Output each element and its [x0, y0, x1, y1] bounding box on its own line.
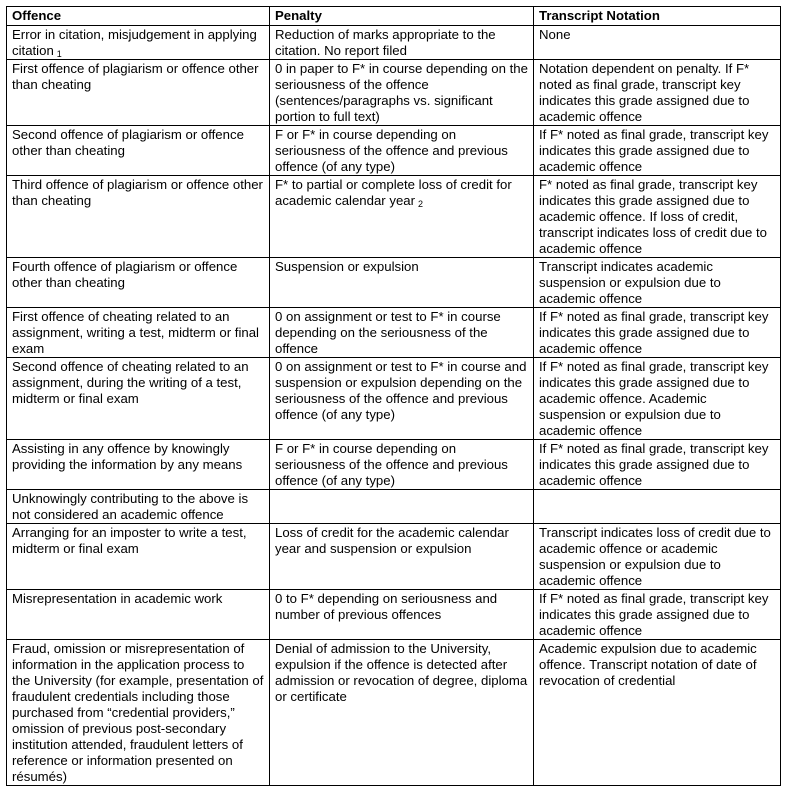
offence-text: Error in citation, misjudgement in applying citation	[12, 27, 257, 58]
table-row	[7, 358, 781, 440]
notation-cell: F* noted as final grade, transcript key indicates this grade assigned due to academic offence. If loss of credit, transcript indicates loss of credit due to academic offence	[534, 176, 781, 258]
table-row	[7, 176, 781, 258]
notation-cell: Transcript indicates academic suspension or expulsion due to academic offence	[534, 258, 781, 308]
penalty-cell: 0 on assignment or test to F* in course and suspension or expulsion depending on the seriousness of the offence and previous offence (of any type)	[270, 358, 534, 440]
notation-cell	[534, 490, 781, 524]
penalty-cell: 0 on assignment or test to F* in course depending on the seriousness of the offence	[270, 308, 534, 358]
offence-cell: Misrepresentation in academic work	[7, 590, 270, 640]
offence-cell: Second offence of plagiarism or offence other than cheating	[7, 126, 270, 176]
penalty-text: F* to partial or complete loss of credit for academic calendar year	[275, 177, 512, 208]
notation-cell: Transcript indicates loss of credit due to academic offence or academic suspension or expulsion due to academic offence	[534, 524, 781, 590]
table-row	[7, 308, 781, 358]
offence-cell: Fourth offence of plagiarism or offence other than cheating	[7, 258, 270, 308]
footnote-marker: 1	[56, 49, 62, 59]
penalty-cell	[270, 490, 534, 524]
table-row	[7, 60, 781, 126]
penalty-cell: F or F* in course depending on seriousness of the offence and previous offence (of any type)	[270, 440, 534, 490]
offence-cell: Third offence of plagiarism or offence other than cheating	[7, 176, 270, 258]
table-row	[7, 258, 781, 308]
penalty-cell: 0 to F* depending on seriousness and number of previous offences	[270, 590, 534, 640]
table-row	[7, 590, 781, 640]
notation-cell: If F* noted as final grade, transcript key indicates this grade assigned due to academic offence	[534, 308, 781, 358]
offence-cell: First offence of plagiarism or offence other than cheating	[7, 60, 270, 126]
footnote-marker: 2	[418, 199, 424, 209]
notation-cell: If F* noted as final grade, transcript key indicates this grade assigned due to academic offence	[534, 590, 781, 640]
offence-cell: First offence of cheating related to an assignment, writing a test, midterm or final exam	[7, 308, 270, 358]
header-row	[7, 7, 781, 26]
header-transcript-notation: Transcript Notation	[534, 7, 781, 26]
notation-cell: If F* noted as final grade, transcript key indicates this grade assigned due to academic offence	[534, 126, 781, 176]
notation-cell: If F* noted as final grade, transcript key indicates this grade assigned due to academic offence	[534, 440, 781, 490]
penalty-cell: Reduction of marks appropriate to the citation. No report filed	[270, 26, 534, 60]
notation-cell: Notation dependent on penalty. If F* noted as final grade, transcript key indicates this grade assigned due to academic offence	[534, 60, 781, 126]
table-row	[7, 26, 781, 60]
penalty-cell: Denial of admission to the University, expulsion if the offence is detected after admission or revocation of degree, diploma or certificate	[270, 640, 534, 786]
offence-cell: Unknowingly contributing to the above is not considered an academic offence	[7, 490, 270, 524]
table-row	[7, 126, 781, 176]
offence-cell	[7, 26, 270, 60]
table-row	[7, 440, 781, 490]
offence-cell: Fraud, omission or misrepresentation of information in the application process to the University (for example, presentation of fraudulent credentials including those purchased from “credential providers,” omission of previous post-secondary institution attended, fraudulent letters of reference or information presented on résumés)	[7, 640, 270, 786]
table-row	[7, 490, 781, 524]
header-penalty: Penalty	[270, 7, 534, 26]
penalty-cell: F or F* in course depending on seriousness of the offence and previous offence (of any type)	[270, 126, 534, 176]
penalty-cell	[270, 176, 534, 258]
table-row	[7, 640, 781, 786]
penalty-cell: Loss of credit for the academic calendar year and suspension or expulsion	[270, 524, 534, 590]
notation-cell: None	[534, 26, 781, 60]
table-row	[7, 524, 781, 590]
offence-cell: Second offence of cheating related to an assignment, during the writing of a test, midterm or final exam	[7, 358, 270, 440]
notation-cell: Academic expulsion due to academic offence. Transcript notation of date of revocation of credential	[534, 640, 781, 786]
offence-cell: Arranging for an imposter to write a test, midterm or final exam	[7, 524, 270, 590]
academic-offence-table	[6, 6, 781, 786]
header-offence: Offence	[7, 7, 270, 26]
penalty-cell: 0 in paper to F* in course depending on the seriousness of the offence (sentences/paragraphs vs. significant portion to full text)	[270, 60, 534, 126]
notation-cell: If F* noted as final grade, transcript key indicates this grade assigned due to academic offence. Academic suspension or expulsion due to academic offence	[534, 358, 781, 440]
offence-cell: Assisting in any offence by knowingly providing the information by any means	[7, 440, 270, 490]
penalty-cell: Suspension or expulsion	[270, 258, 534, 308]
